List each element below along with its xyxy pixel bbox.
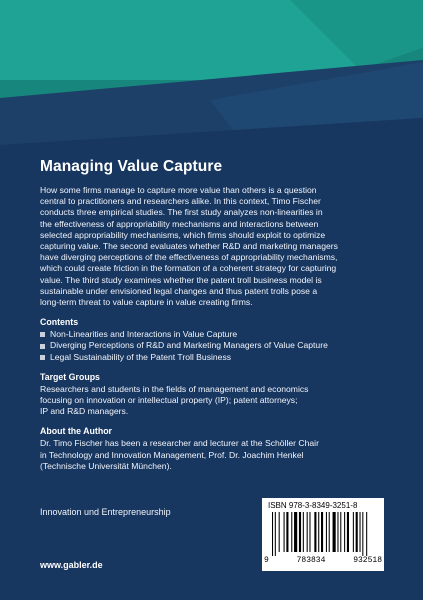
barcode-bar	[362, 512, 363, 556]
contents-item-label: Non-Linearities and Interactions in Value Capture	[50, 329, 238, 340]
barcode-bar	[347, 512, 349, 552]
barcode-bar	[286, 512, 288, 552]
description-line: which could create friction in the formation of a coherent strategy for capturing	[40, 263, 337, 274]
barcode-bar	[275, 512, 276, 556]
description-line: sustainable under envisioned legal changes and thus patent trolls pose a	[40, 285, 318, 296]
barcode-bar	[337, 512, 338, 552]
barcode-bar	[303, 512, 304, 552]
barcode-bar	[279, 512, 280, 552]
square-bullet-icon	[40, 332, 45, 337]
barcode-bar	[353, 512, 354, 552]
barcode-digits	[264, 556, 382, 565]
isbn-barcode-box	[262, 498, 384, 571]
barcode-bar	[299, 512, 301, 552]
isbn-label: ISBN 978-3-8349-3251-8	[268, 501, 358, 510]
barcode-bar	[272, 512, 273, 556]
description-line: central to practitioners and researchers alike. In this context, Timo Fischer	[40, 196, 321, 207]
about-author-line: in Technology and Innovation Management, Prof. Dr. Joachim Henkel	[40, 449, 304, 460]
description-line: value. The third study examines whether the patent troll business model is	[40, 274, 322, 285]
barcode-digit-group: 932518	[353, 556, 382, 565]
target-groups-heading: Target Groups	[40, 371, 100, 382]
target-groups-line: IP and R&D managers.	[40, 406, 129, 417]
description-line: long-term threat to value capture in value creating firms.	[40, 297, 253, 308]
contents-list	[40, 329, 386, 363]
barcode-bar	[333, 512, 336, 552]
description-line: capturing value. The second evaluates whether R&D and marketing managers	[40, 241, 338, 252]
contents-item-label: Legal Sustainability of the Patent Troll Business	[50, 351, 232, 362]
series-name: Innovation und Entrepreneurship	[40, 507, 171, 517]
barcode-digit-group: 9	[264, 556, 269, 565]
target-groups-line: focusing on innovation or intellectual property (IP); patent attorneys;	[40, 395, 298, 406]
barcode-bar	[344, 512, 345, 552]
barcode-bar	[294, 512, 297, 552]
about-author-text	[40, 438, 386, 472]
contents-item-label: Diverging Perceptions of R&D and Marketing Managers of Value Capture	[50, 340, 328, 351]
about-author-line: (Technische Universität München).	[40, 460, 172, 471]
about-author-line: Dr. Timo Fischer has been a researcher and lecturer at the Schöller Chair	[40, 438, 319, 449]
barcode-bar	[314, 512, 316, 552]
square-bullet-icon	[40, 344, 45, 349]
description-line: conducts three empirical studies. The first study analyzes non-linearities in	[40, 207, 323, 218]
book-title: Managing Value Capture	[40, 158, 223, 175]
barcode-bar	[309, 512, 310, 552]
contents-heading: Contents	[40, 317, 79, 328]
barcode-bar	[321, 512, 323, 552]
publisher-website: www.gabler.de	[40, 560, 103, 570]
contents-item	[40, 329, 386, 340]
barcode-bar	[284, 512, 285, 552]
about-author-heading: About the Author	[40, 426, 112, 437]
barcode-bar	[307, 512, 308, 552]
barcode-bar	[340, 512, 341, 552]
description-paragraph	[40, 185, 386, 308]
barcode-digit-group: 783834	[296, 556, 326, 565]
description-line: the effectiveness of appropriability mechanisms and interactions between	[40, 218, 319, 229]
contents-item	[40, 352, 386, 363]
barcode-bar	[318, 512, 319, 552]
contents-item	[40, 340, 386, 351]
barcode-bar	[366, 512, 367, 556]
target-groups-text	[40, 384, 386, 418]
barcode-bar	[326, 512, 327, 552]
square-bullet-icon	[40, 355, 45, 360]
description-line: How some firms manage to capture more value than others is a question	[40, 185, 317, 195]
description-line: have diverging perceptions of the effectiveness of appropriability mechanisms,	[40, 252, 338, 263]
barcode-bar	[360, 512, 361, 552]
target-groups-line: Researchers and students in the fields of management and economics	[40, 383, 309, 394]
barcode-bar	[291, 512, 292, 552]
main-content	[40, 158, 386, 472]
barcode-icon	[272, 512, 374, 556]
barcode-bar	[329, 512, 330, 552]
description-line: selected appropriability mechanisms, which firms should exploit to optimize	[40, 229, 326, 240]
barcode-bar	[356, 512, 358, 552]
